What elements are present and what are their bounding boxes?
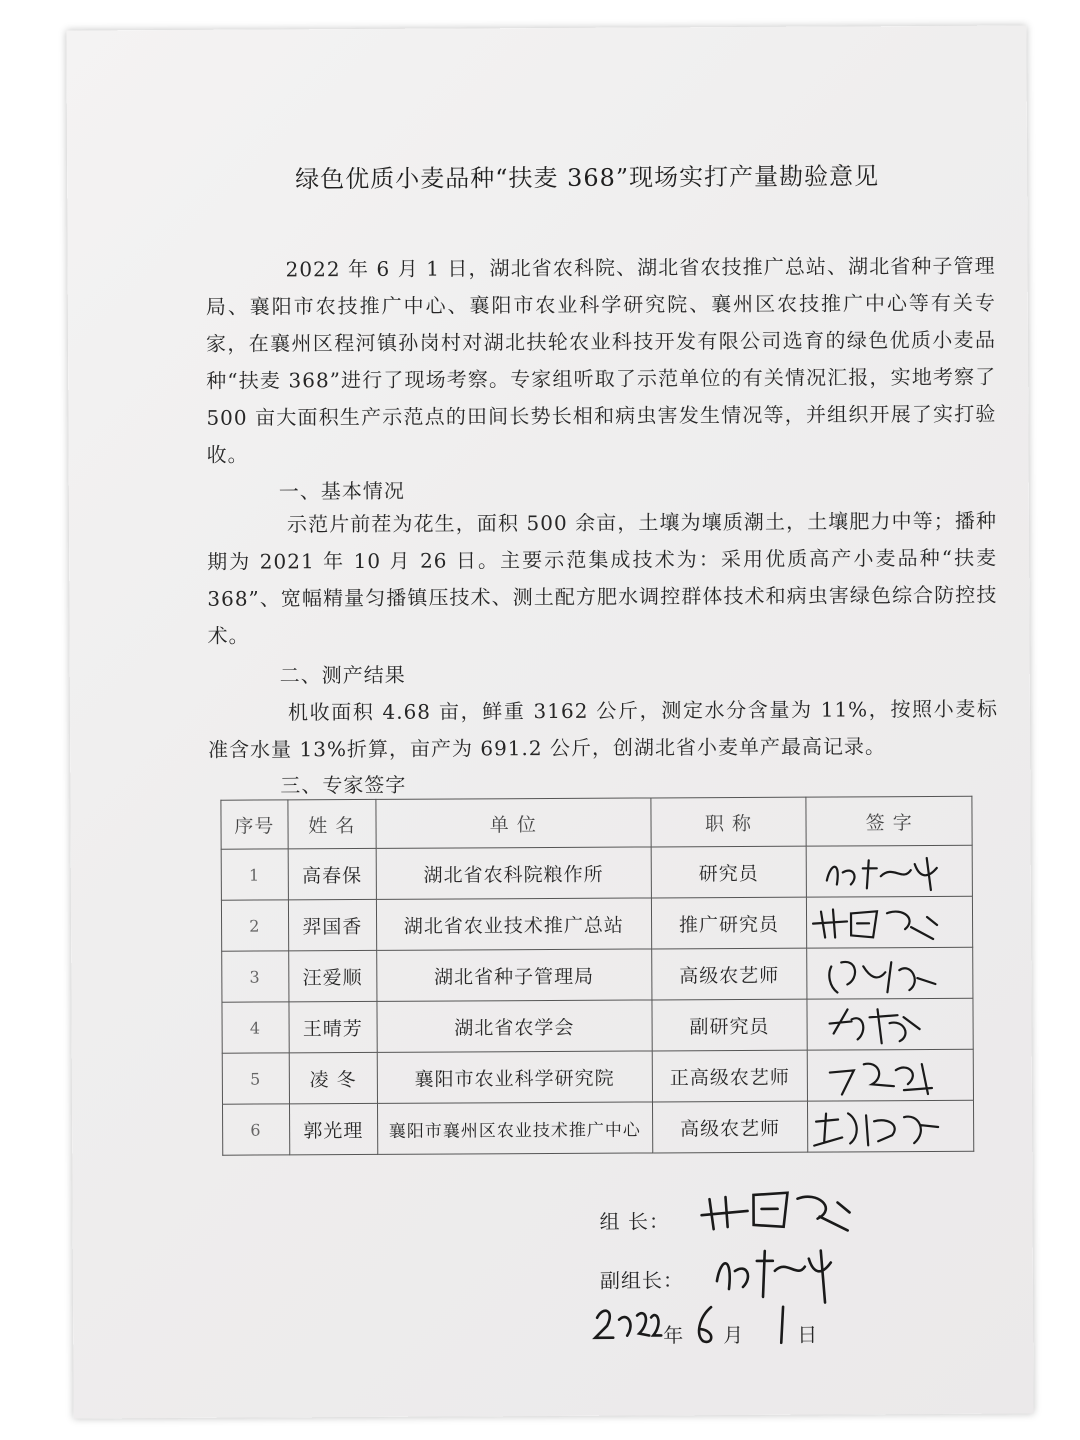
row-unit: 襄阳市襄州区农业技术推广中心 [377,1102,652,1154]
row-seq: 6 [222,1104,289,1155]
row-title: 高级农艺师 [652,1101,808,1153]
table-row [221,896,972,951]
vice-leader-label: 副组长： [599,1268,684,1293]
date-month-suffix: 月 [723,1322,745,1348]
row-title: 研究员 [651,846,807,898]
row-name: 郭光理 [289,1103,378,1154]
header-unit: 单 位 [376,798,651,848]
row-unit: 湖北省农学会 [377,1000,652,1052]
header-signature: 签 字 [806,796,972,846]
date-year-suffix: 年 [663,1323,685,1348]
expert-signature-table [220,796,974,1156]
table-row [221,845,972,900]
row-signature [806,845,972,897]
row-name: 汪爱顺 [288,950,377,1001]
row-unit: 湖北省农科院粮作所 [376,847,651,899]
row-name: 凌 冬 [289,1052,378,1103]
row-name: 高春保 [288,848,377,899]
handwritten-date-month [691,1303,721,1351]
table-header-row [221,796,972,849]
table-row [222,947,973,1002]
group-leader-signature [697,1178,857,1243]
row-unit: 湖北省种子管理局 [377,949,652,1001]
document-paper [66,25,1033,1418]
section-3-heading: 三、专家签字 [280,772,407,798]
table-row [222,1049,973,1104]
vice-leader-signature [713,1236,853,1311]
row-title: 副研究员 [652,999,808,1051]
date-day-suffix: 日 [797,1322,819,1347]
row-seq: 3 [222,951,289,1002]
group-leader-label: 组 长： [599,1209,671,1234]
handwritten-date-year [593,1297,663,1351]
row-name: 羿国香 [288,899,377,950]
intro-paragraph: 2022 年 6 月 1 日，湖北省农科院、湖北省农技推广总站、湖北省种子管理局、襄阳市农技推广中心、襄阳市农业科学研究院、襄州区农技推广中心等有关专家，在襄州区程河镇孙岗村对湖北扶轮农业科技开发有限公司选育的绿色优质小麦品种“扶麦 368”进行了现场考察。专家组听取了示范单位的有关情况汇报，实地考察了 500 亩大面积生产示范点的田间长势长相和病虫害发生情况等，并组织开展了实打验收。 [205,253,997,467]
row-seq: 5 [222,1053,289,1104]
row-signature [808,1100,974,1152]
section-1-heading: 一、基本情况 [278,478,405,504]
row-signature [808,1049,974,1101]
header-title: 职 称 [650,797,806,847]
handwritten-date-day [773,1303,793,1351]
row-unit: 襄阳市农业科学研究院 [377,1051,652,1103]
section-1-body: 示范片前茬为花生，面积 500 余亩，土壤为壤质潮土，土壤肥力中等；播种期为 2021 年 10 月 26 日。主要示范集成技术为：采用优质高产小麦品种“扶麦 368”、宽幅精量匀播镇压技术、测土配方肥水调控群体技术和病虫害绿色综合防控技术。 [207,508,998,648]
row-seq: 2 [221,900,288,951]
row-name: 王晴芳 [289,1001,378,1052]
row-seq: 1 [221,849,288,900]
table-row [222,1100,973,1155]
section-2-heading: 二、测产结果 [279,662,406,688]
row-signature [807,947,973,999]
row-unit: 湖北省农业技术推广总站 [376,898,651,950]
row-seq: 4 [222,1002,289,1053]
section-2-body: 机收面积 4.68 亩，鲜重 3162 公斤，测定水分含量为 11%，按照小麦标准含水量 13%折算，亩产为 691.2 公斤，创湖北省小麦单产最高记录。 [208,696,998,762]
row-signature [807,896,973,948]
row-title: 推广研究员 [651,897,807,949]
row-title: 正高级农艺师 [652,1050,808,1102]
header-seq: 序号 [221,800,288,849]
header-name: 姓 名 [287,799,376,848]
row-signature [807,998,973,1050]
row-title: 高级农艺师 [651,948,807,1000]
document-title: 绿色优质小麦品种“扶麦 368”现场实打产量勘验意见 [295,162,880,194]
table-row [222,998,973,1053]
